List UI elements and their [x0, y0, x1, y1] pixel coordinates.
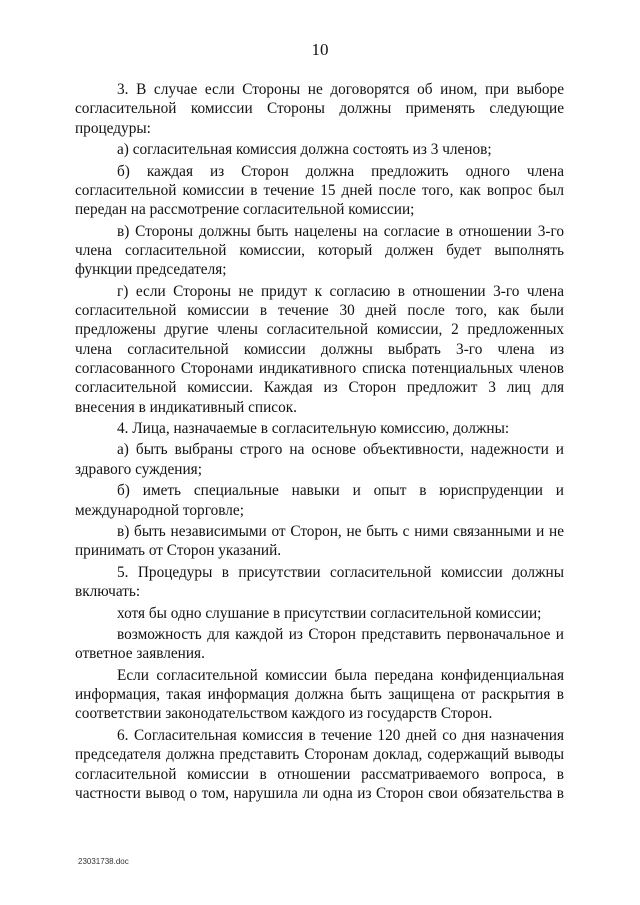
- paragraph: хотя бы одно слушание в присутствии согласительной комиссии;: [117, 604, 542, 622]
- paragraph: 3. В случае если Стороны не договорятся об ином, при выборе согласительной комиссии Стороны должны применять следующие процедуры:: [75, 81, 564, 137]
- paragraph: 5. Процедуры в присутствии согласительной комиссии должны включать:: [75, 563, 564, 601]
- paragraph: в) быть независимыми от Сторон, не быть с ними связанными и не принимать от Сторон указаний.: [75, 523, 564, 560]
- paragraph: 6. Согласительная комиссия в течение 120 дней со дня назначения председателя должна представить Сторонам доклад, содержащий выводы согласительной комиссии в отношении рассматриваемого вопроса, в частности вывод о том, нарушила ли одна из Сторон свои обязательства в: [75, 726, 564, 802]
- file-name-footer: 23031738.doc: [78, 857, 129, 866]
- paragraph: б) каждая из Сторон должна предложить одного члена согласительной комиссии в течение 15 дней после того, как вопрос был передан на рассмотрение согласительной комиссии;: [75, 162, 564, 219]
- page-number: 10: [311, 40, 329, 59]
- document-body: [75, 80, 564, 805]
- paragraph: а) быть выбраны строго на основе объективности, надежности и здравого суждения;: [75, 441, 564, 478]
- paragraph: а) согласительная комиссия должна состоять из 3 членов;: [117, 141, 492, 159]
- paragraph: Если согласительной комиссии была передана конфиденциальная информация, такая информация должна быть защищена от раскрытия в соответствии законодательством каждого из государств Сторон.: [75, 666, 564, 723]
- paragraph: возможность для каждой из Сторон представить первоначальное и ответное заявления.: [75, 626, 564, 663]
- paragraph: в) Стороны должны быть нацелены на согласие в отношении 3-го члена согласительной комиссии, который должен будет выполнять функции председателя;: [75, 222, 564, 279]
- paragraph: б) иметь специальные навыки и опыт в юриспруденции и международной торговле;: [75, 482, 564, 519]
- paragraph: г) если Стороны не придут к согласию в отношении 3-го члена согласительной комиссии в течение 30 дней после того, как были предложены другие члены согласительной комиссии, 2 предложенных члена согласительной комиссии должны выбрать 3-го члена из согласованного Сторонами индикативного списка потенциальных членов согласительной комиссии. Каждая из Сторон предложит 3 лиц для внесения в индикативный список.: [75, 282, 564, 416]
- paragraph: 4. Лица, назначаемые в согласительную комиссию, должны:: [117, 419, 510, 437]
